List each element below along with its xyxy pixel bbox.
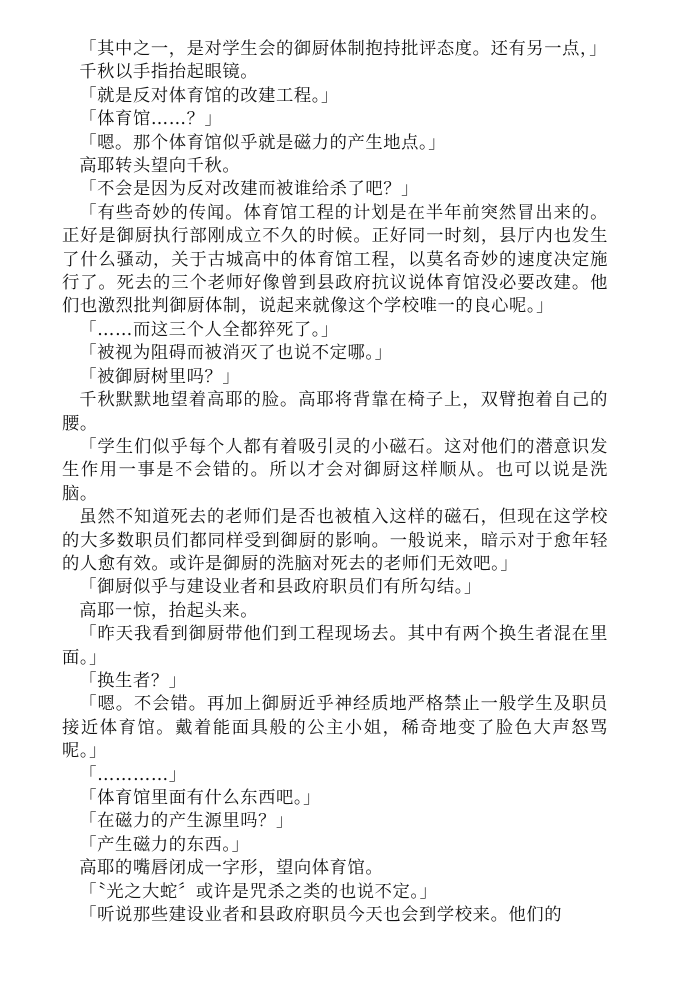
paragraph-17: 「昨天我看到御厨带他们到工程现场去。其中有两个换生者混在里面。」 (62, 624, 608, 668)
paragraph-10: 「被视为阻碍而被消灭了也说不定哪。」 (79, 343, 393, 364)
paragraph-1: 「其中之一，是对学生会的御厨体制抱持批评态度。还有另一点，」 (79, 39, 608, 59)
paragraph-2: 千秋以手指抬起眼镜。 (79, 62, 259, 83)
paragraph-13: 「学生们似乎每个人都有着吸引灵的小磁石。这对他们的潜意识发生作用一事是不会错的。所以才会对御厨这样顺从。也可以说是洗脑。 (62, 436, 608, 504)
paragraph-21: 「体育馆里面有什么东西吧。」 (79, 788, 321, 808)
paragraph-18: 「换生者？」 (79, 670, 187, 691)
paragraph-4: 「体育馆……？」 (79, 109, 223, 130)
paragraph-20: 「…………」 (79, 764, 187, 785)
paragraph-14: 虽然不知道死去的老师们是否也被植入这样的磁石，但现在这学校的大多数职员们都同样受到御厨的影响。一般说来，暗示对于愈年轻的人愈有效。或许是御厨的洗脑对死去的老师们无效吧。」 (62, 507, 608, 574)
paragraph-5: 「嗯。那个体育馆似乎就是磁力的产生地点。」 (79, 132, 447, 153)
paragraph-24: 高耶的嘴唇闭成一字形，望向体育馆。 (79, 858, 384, 879)
paragraph-8: 「有些奇妙的传闻。体育馆工程的计划是在半年前突然冒出来的。正好是御厨执行部刚成立不久的时候。正好同一时刻，县厅内也发生了什么骚动，关于古城高中的体育馆工程，以莫名奇妙的速度决定施行了。死去的三个老师好像曾到县政府抗议说体育馆没必要改建。他们也激烈批判御厨体制，说起来就像这个学校唯一的良心呢。」 (62, 202, 608, 317)
paragraph-6: 高耶转头望向千秋。 (79, 156, 241, 177)
paragraph-22: 「在磁力的产生源里吗？」 (79, 811, 294, 832)
paragraph-9: 「……而这三个人全都猝死了。」 (79, 319, 339, 340)
paragraph-12: 千秋默默地望着高耶的脸。高耶将背靠在椅子上，双臂抱着自己的腰。 (62, 390, 608, 434)
paragraph-7: 「不会是因为反对改建而被谁给杀了吧？」 (79, 179, 420, 200)
paragraph-15: 「御厨似乎与建设业者和县政府职员们有所勾结。」 (79, 577, 482, 598)
paragraph-3: 「就是反对体育馆的改建工程。」 (79, 85, 339, 106)
paragraph-26: 「听说那些建设业者和县政府职员今天也会到学校来。他们的 (79, 905, 563, 926)
paragraph-11: 「被御厨树里吗？」 (79, 366, 241, 387)
paragraph-25: 「〝光之大蛇〞或许是咒杀之类的也说不定。」 (79, 881, 438, 902)
paragraph-16: 高耶一惊，抬起头来。 (79, 600, 259, 621)
paragraph-23: 「产生磁力的东西。」 (79, 834, 250, 855)
paragraph-19: 「嗯。不会错。再加上御厨近乎神经质地严格禁止一般学生及职员接近体育馆。戴着能面具般的公主小姐，稀奇地变了脸色大声怒骂呢。」 (62, 694, 608, 762)
